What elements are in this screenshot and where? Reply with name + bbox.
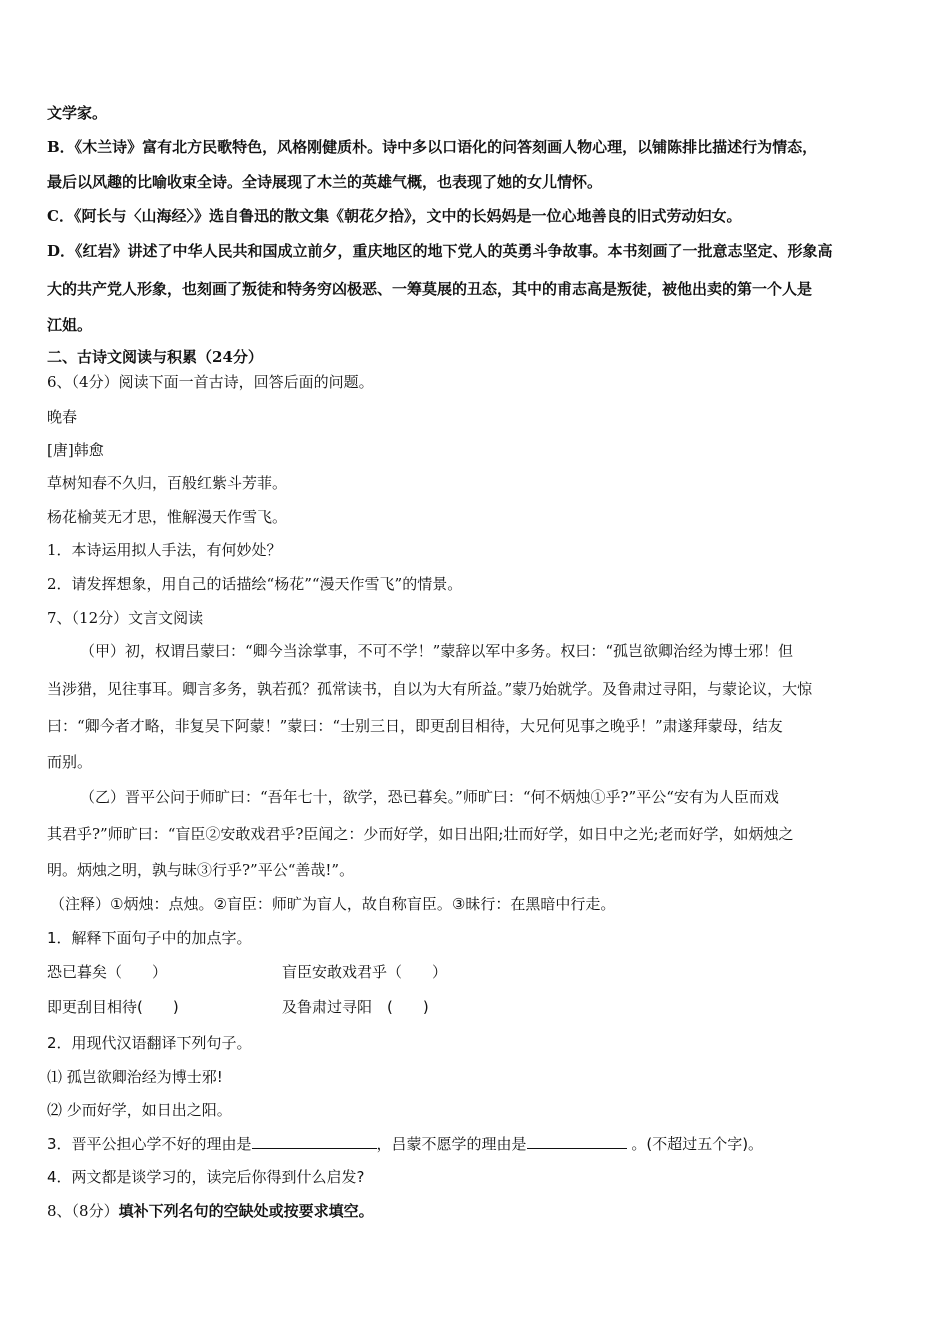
passage-yi-line-2: 其君乎?”师旷曰：“盲臣②安敢戏君乎?臣闻之：少而好学，如日出阳;壮而好学，如日中之光;老而好学，如炳烛之 — [47, 825, 794, 843]
passage-notes: （注释）①炳烛：点烛。②盲臣：师旷为盲人，故自称盲臣。③昧行：在黑暗中行走。 — [50, 895, 616, 913]
word-item-1: 恐已暮矣（ ） — [47, 963, 168, 981]
poem-title: 晚春 — [47, 408, 78, 426]
passage-jia-line-1: （甲）初，权谓吕蒙曰：“卿今当涂掌事，不可不学！”蒙辞以军中多务。权曰：“孤岂欲卿治经为博士邪！但 — [80, 642, 794, 660]
q7-header: 7、（12分）文言文阅读 — [47, 609, 204, 627]
option-c: C．《阿长与〈山海经〉》选自鲁迅的散文集《朝花夕拾》，文中的长妈妈是一位心地善良的旧式劳动妇女。 — [47, 207, 742, 225]
option-a-tail: 文学家。 — [47, 104, 108, 122]
answer-blank-1[interactable] — [252, 1134, 377, 1149]
q6-sub-1: 1．本诗运用拟人手法，有何妙处？ — [47, 541, 282, 559]
poem-line-2: 杨花榆荚无才思，惟解漫天作雪飞。 — [47, 508, 288, 526]
q7-sub-2: 2．用现代汉语翻译下列句子。 — [47, 1034, 252, 1052]
q7-sub-4: 4．两文都是谈学习的，读完后你得到什么启发? — [47, 1168, 365, 1186]
passage-jia-line-3: 曰：“卿今者才略，非复吴下阿蒙！”蒙曰：“士别三日，即更刮目相待，大兄何见事之晚乎！”肃遂拜蒙母，结友 — [47, 717, 783, 735]
word-item-3: 即更刮目相待( ) — [47, 998, 179, 1016]
option-b-line-1: B．《木兰诗》富有北方民歌特色，风格刚健质朴。诗中多以口语化的问答刻画人物心理，以铺陈排比描述行为情态， — [47, 138, 818, 156]
section-title: 二、古诗文阅读与积累（24分） — [47, 348, 263, 366]
passage-yi-line-1: （乙）晋平公问于师旷曰：“吾年七十，欲学，恐已暮矣。”师旷曰：“何不炳烛①乎?”平公“安有为人臣而戏 — [80, 788, 779, 806]
word-item-2: 盲臣安敢戏君乎（ ） — [282, 963, 448, 981]
poem-author: [唐]韩愈 — [47, 441, 104, 459]
q6-header: 6、（4分）阅读下面一首古诗，回答后面的问题。 — [47, 373, 374, 391]
q8-number: 8、（8分） — [47, 1202, 119, 1220]
translate-item-2: ⑵ 少而好学，如日出之阳。 — [47, 1101, 232, 1119]
passage-yi-line-3: 明。炳烛之明，孰与昧③行乎?”平公“善哉!”。 — [47, 861, 355, 879]
q7-sub-3-part-3: 。(不超过五个字)。 — [631, 1135, 764, 1153]
q8-instruction: 填补下列名句的空缺处或按要求填空。 — [118, 1202, 374, 1220]
word-item-4: 及鲁肃过寻阳 ( ) — [282, 998, 429, 1016]
translate-item-1: ⑴ 孤岂欲卿治经为博士邪! — [47, 1068, 223, 1086]
passage-jia-line-2: 当涉猎，见往事耳。卿言多务，孰若孤？孤常读书，自以为大有所益。”蒙乃始就学。及鲁肃过寻阳，与蒙论议，大惊 — [47, 680, 813, 698]
option-d-line-1: D．《红岩》讲述了中华人民共和国成立前夕，重庆地区的地下党人的英勇斗争故事。本书刻画了一批意志坚定、形象高 — [47, 242, 833, 260]
poem-line-1: 草树知春不久归，百般红紫斗芳菲。 — [47, 474, 288, 492]
answer-blank-2[interactable] — [527, 1134, 627, 1149]
q6-sub-2: 2．请发挥想象，用自己的话描绘“杨花”“漫天作雪飞”的情景。 — [47, 575, 463, 593]
option-d-line-2: 大的共产党人形象，也刻画了叛徒和特务穷凶极恶、一筹莫展的丑态，其中的甫志高是叛徒，被他出卖的第一个人是 — [47, 280, 813, 298]
q7-sub-3-part-1: 3．晋平公担心学不好的理由是 — [47, 1135, 252, 1153]
option-d-line-3: 江姐。 — [47, 316, 93, 334]
q7-sub-1: 1．解释下面句子中的加点字。 — [47, 929, 252, 947]
option-b-line-2: 最后以风趣的比喻收束全诗。全诗展现了木兰的英雄气概，也表现了她的女儿情怀。 — [47, 173, 603, 191]
q7-sub-3 — [47, 1134, 763, 1154]
passage-jia-line-4: 而别。 — [47, 753, 93, 771]
q8-header — [47, 1201, 374, 1221]
q7-sub-3-part-2: ，吕蒙不愿学的理由是 — [376, 1135, 527, 1153]
